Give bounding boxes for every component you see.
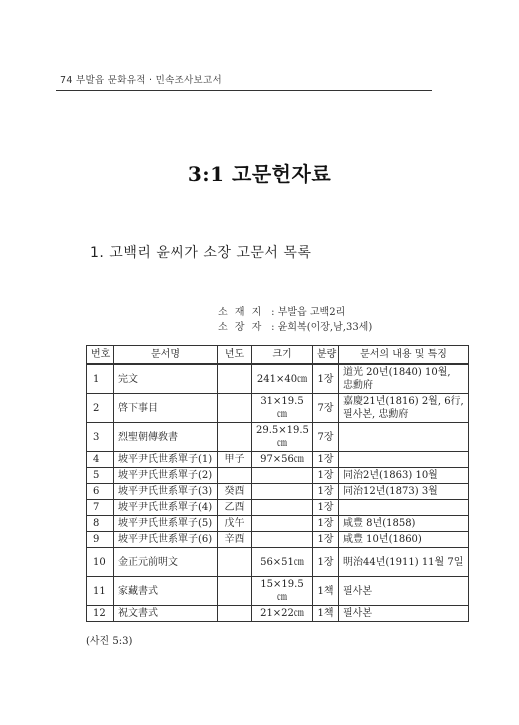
cell-quantity: 1장: [313, 500, 339, 516]
cell-year: [218, 423, 252, 452]
cell-number: 1: [87, 364, 114, 394]
cell-year: 戊午: [218, 516, 252, 532]
cell-year: [218, 606, 252, 622]
cell-number: 10: [87, 548, 114, 577]
table-body: [87, 364, 469, 622]
cell-quantity: 7장: [313, 394, 339, 423]
cell-quantity: 7장: [313, 423, 339, 452]
header-year: 년도: [218, 346, 252, 365]
table-row: [87, 364, 469, 394]
cell-notes: [339, 423, 469, 452]
cell-name: 完文: [114, 364, 218, 394]
cell-year: [218, 364, 252, 394]
cell-quantity: 1장: [313, 516, 339, 532]
header-notes: 문서의 내용 및 특징: [339, 346, 469, 365]
meta-owner-value: 윤희복(이장,남,33세): [277, 322, 373, 333]
cell-year: [218, 394, 252, 423]
cell-name: 啓下事目: [114, 394, 218, 423]
header-number: 번호: [87, 346, 114, 365]
meta-colon: :: [268, 307, 278, 318]
cell-number: 9: [87, 532, 114, 548]
cell-size: 29.5×19.5 ㎝: [252, 423, 313, 452]
cell-size: 15×19.5㎝: [252, 577, 313, 606]
cell-number: 11: [87, 577, 114, 606]
cell-notes: 道光 20년(1840) 10월, 忠勳府: [339, 364, 469, 394]
header-quantity: 분량: [313, 346, 339, 365]
meta-owner: [218, 318, 372, 333]
cell-name: 坡平尹氏世系單子(1): [114, 452, 218, 468]
cell-notes: 明治44년(1911) 11월 7일: [339, 548, 469, 577]
cell-quantity: 1장: [313, 452, 339, 468]
cell-number: 7: [87, 500, 114, 516]
header-rule: [56, 90, 432, 91]
cell-name: 坡平尹氏世系單子(5): [114, 516, 218, 532]
table-row: [87, 452, 469, 468]
cell-size: 21×22㎝: [252, 606, 313, 622]
cell-name: 祝文書式: [114, 606, 218, 622]
cell-year: 乙酉: [218, 500, 252, 516]
cell-notes: 필사본: [339, 606, 469, 622]
cell-number: 2: [87, 394, 114, 423]
cell-size: 241×40㎝: [252, 364, 313, 394]
cell-notes: 嘉慶21년(1816) 2월, 6行, 필사본, 忠勳府: [339, 394, 469, 423]
cell-size: [252, 516, 313, 532]
cell-size: [252, 532, 313, 548]
photo-caption: (사진 5:3): [86, 636, 133, 647]
cell-size: 97×56㎝: [252, 452, 313, 468]
cell-name: 金正元前明文: [114, 548, 218, 577]
table-row: [87, 516, 469, 532]
cell-size: 31×19.5㎝: [252, 394, 313, 423]
cell-year: [218, 548, 252, 577]
subsection-title: 1. 고백리 윤씨가 소장 고문서 목록: [90, 245, 312, 261]
cell-quantity: 1장: [313, 364, 339, 394]
table-row: [87, 500, 469, 516]
cell-size: [252, 500, 313, 516]
cell-size: [252, 484, 313, 500]
cell-year: [218, 468, 252, 484]
cell-year: 甲子: [218, 452, 252, 468]
cell-name: 坡平尹氏世系單子(2): [114, 468, 218, 484]
section-title: 3:1 고문헌자료: [187, 162, 332, 186]
cell-year: [218, 577, 252, 606]
meta-location-value: 부발읍 고백2리: [277, 307, 346, 318]
header-name: 문서명: [114, 346, 218, 365]
document-table: [86, 345, 469, 622]
cell-number: 12: [87, 606, 114, 622]
cell-notes: [339, 500, 469, 516]
cell-number: 5: [87, 468, 114, 484]
cell-name: 坡平尹氏世系單子(4): [114, 500, 218, 516]
cell-year: 癸酉: [218, 484, 252, 500]
cell-notes: 咸豊 8년(1858): [339, 516, 469, 532]
cell-name: 坡平尹氏世系單子(3): [114, 484, 218, 500]
meta-location: [218, 303, 345, 318]
cell-name: 家藏書式: [114, 577, 218, 606]
cell-notes: 同治2년(1863) 10월: [339, 468, 469, 484]
table-row: [87, 394, 469, 423]
table-row: [87, 532, 469, 548]
cell-name: 烈聖朝傳敎書: [114, 423, 218, 452]
cell-number: 3: [87, 423, 114, 452]
cell-quantity: 1장: [313, 484, 339, 500]
cell-number: 4: [87, 452, 114, 468]
table-row: [87, 548, 469, 577]
header-size: 크기: [252, 346, 313, 365]
table-row: [87, 577, 469, 606]
cell-year: 辛酉: [218, 532, 252, 548]
cell-number: 8: [87, 516, 114, 532]
cell-size: [252, 468, 313, 484]
meta-location-label: 소 재 지: [218, 307, 264, 318]
table-row: [87, 423, 469, 452]
cell-quantity: 1책: [313, 606, 339, 622]
cell-quantity: 1장: [313, 532, 339, 548]
cell-notes: 同治12년(1873) 3월: [339, 484, 469, 500]
table-row: [87, 606, 469, 622]
cell-notes: 필사본: [339, 577, 469, 606]
table-header-row: [87, 346, 469, 365]
cell-number: 6: [87, 484, 114, 500]
cell-quantity: 1장: [313, 548, 339, 577]
cell-size: 56×51㎝: [252, 548, 313, 577]
running-head: 74 부발읍 문화유적 · 민속조사보고서: [60, 75, 222, 86]
cell-quantity: 1장: [313, 468, 339, 484]
cell-quantity: 1책: [313, 577, 339, 606]
table-row: [87, 484, 469, 500]
cell-name: 坡平尹氏世系單子(6): [114, 532, 218, 548]
meta-owner-label: 소 장 자: [218, 322, 264, 333]
cell-notes: 咸豊 10년(1860): [339, 532, 469, 548]
meta-colon: :: [268, 322, 278, 333]
table-row: [87, 468, 469, 484]
cell-notes: [339, 452, 469, 468]
